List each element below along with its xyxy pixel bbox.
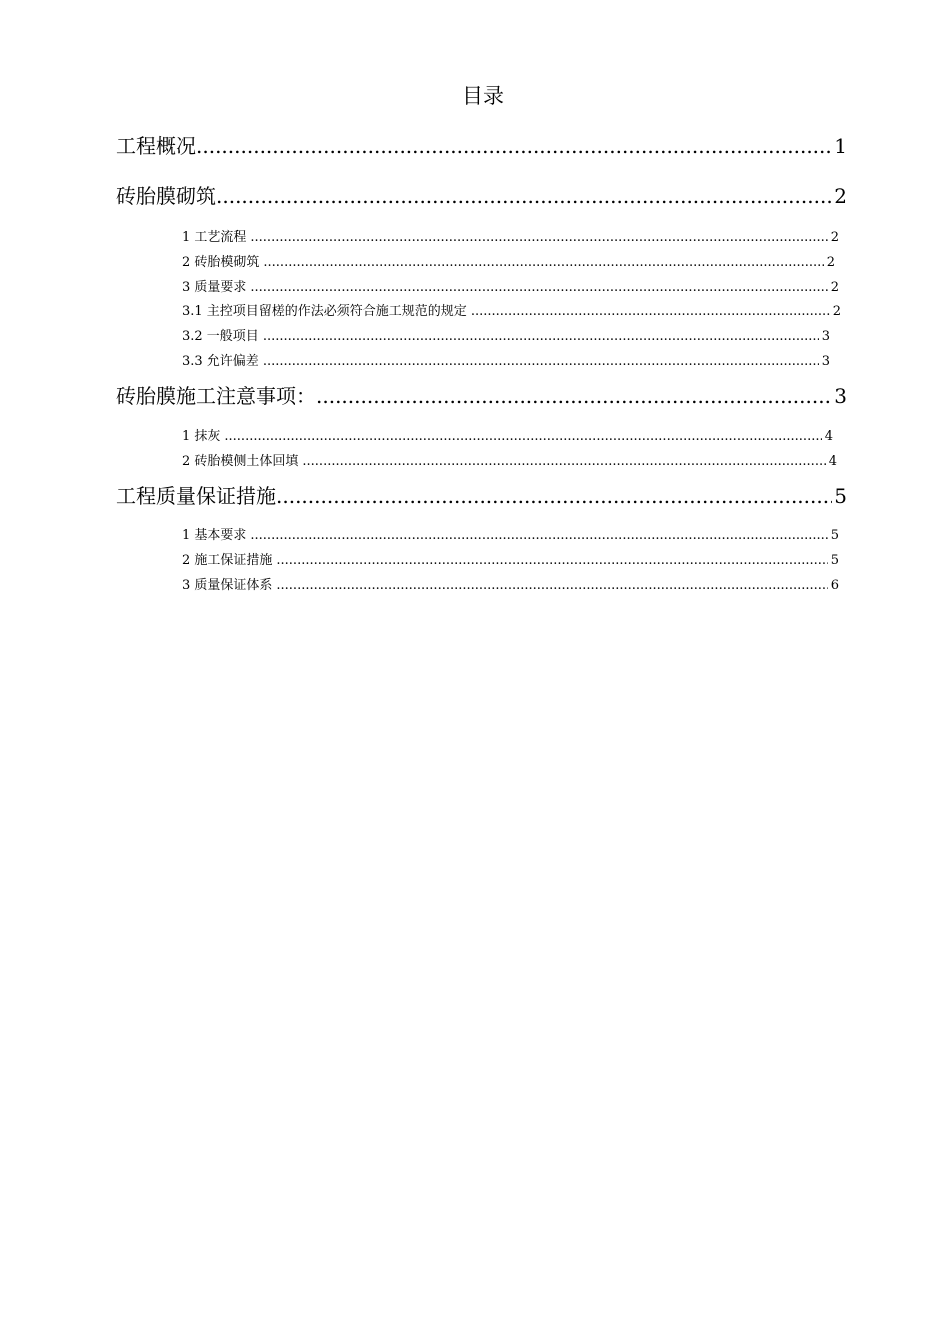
toc-entry-label: 2 施工保证措施 [182,553,273,568]
toc-entry-label: 工程质量保证措施 [116,484,276,508]
dot-leader [316,383,832,409]
toc-entry-level2[interactable] [182,552,839,570]
toc-entry-label: 3 质量要求 [182,280,247,295]
toc-entry-level2[interactable] [182,254,835,272]
dot-leader [471,303,830,321]
toc-entry-page: 5 [830,528,839,543]
toc-entry-page: 5 [834,484,847,508]
dot-leader [224,428,821,446]
toc-title: 目录 [462,84,504,108]
toc-entry-page: 2 [834,184,847,208]
toc-entry-label: 1 基本要求 [182,528,247,543]
toc-entry-level2[interactable] [182,428,833,446]
toc-entry-level1[interactable] [116,483,847,509]
toc-entry-level2[interactable] [182,527,839,545]
dot-leader [276,483,832,509]
toc-entry-level1[interactable] [116,183,847,209]
toc-entry-label: 2 砖胎模砌筑 [182,255,260,270]
toc-entry-label: 3.2 一般项目 [182,329,259,344]
toc-entry-label: 砖胎膜砌筑 [116,184,216,208]
toc-entry-page: 2 [830,230,839,245]
toc-entry-level2[interactable] [182,328,830,346]
toc-entry-level2[interactable] [182,229,839,247]
toc-entry-level2[interactable] [182,353,830,371]
dot-leader [263,328,819,346]
dot-leader [250,279,827,297]
dot-leader [263,353,819,371]
toc-entry-label: 1 抹灰 [182,429,221,444]
toc-entry-page: 2 [832,304,841,319]
toc-entry-label: 3.3 允许偏差 [182,354,259,369]
toc-entry-page: 5 [830,553,839,568]
toc-entry-label: 3 质量保证体系 [182,578,273,593]
toc-entry-level1[interactable] [116,133,847,159]
dot-leader [196,133,832,159]
toc-entry-page: 6 [830,578,839,593]
dot-leader [250,229,827,247]
toc-entry-level2[interactable] [182,279,839,297]
dot-leader [263,254,823,272]
toc-entry-page: 4 [828,454,837,469]
toc-entry-page: 4 [824,429,833,444]
toc-entry-level1[interactable] [116,383,847,409]
dot-leader [216,183,832,209]
toc-entry-page: 3 [821,354,830,369]
toc-entry-page: 3 [834,384,847,408]
toc-entry-label: 2 砖胎模侧土体回填 [182,454,299,469]
dot-leader [302,453,825,471]
toc-entry-label: 砖胎膜施工注意事项： [116,384,316,408]
toc-entry-label: 3.1 主控项目留槎的作法必须符合施工规范的规定 [182,304,467,319]
toc-entry-page: 2 [830,280,839,295]
toc-entry-level2[interactable] [182,453,837,471]
toc-entry-level2[interactable] [182,303,841,321]
toc-entry-page: 1 [834,134,847,158]
toc-entry-page: 2 [826,255,835,270]
toc-entry-level2[interactable] [182,577,839,595]
toc-entry-page: 3 [821,329,830,344]
dot-leader [276,552,827,570]
dot-leader [276,577,827,595]
toc-entry-label: 1 工艺流程 [182,230,247,245]
toc-entry-label: 工程概况 [116,134,196,158]
dot-leader [250,527,827,545]
